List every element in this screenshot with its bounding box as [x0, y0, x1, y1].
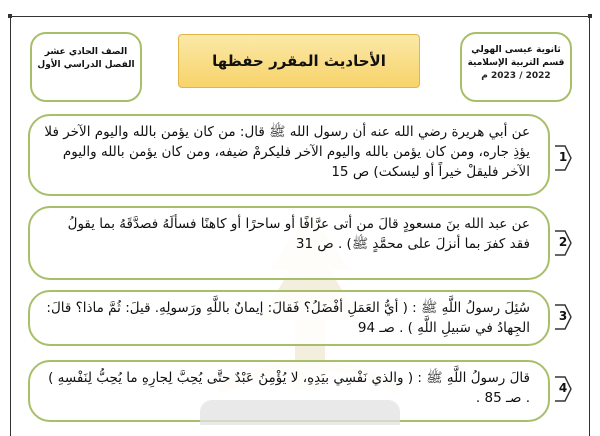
hadith-text: قالَ رسولُ اللَّهِ ﷺ : ( والذي نَفْسِي بيَدِهِ، لا يُؤْمِنُ عَبْدٌ حتَّى يُحِبَّ لِجارِهِ ما يُحِبُّ لِنَفْسِهِ ) . صـ 85 .: [48, 370, 530, 406]
school-name: ثانوية عيسى الهولي: [471, 45, 561, 55]
hadith-number: 4: [558, 381, 568, 395]
hadith-text: سُئِلَ رسولُ اللَّهِ ﷺ : ( أيُّ العَمَلِ أفْضَلُ؟ فَقالَ: إيمانٌ باللَّهِ ورَسولِهِ. قيلَ: ثُمَّ ماذا؟ قالَ: الجِهادُ في سَبيلِ اللَّهِ ) . صـ 94: [46, 300, 530, 336]
hadith-number: 1: [558, 150, 568, 164]
hadith-card: [28, 290, 550, 346]
viewer-toolbar-shadow: [200, 400, 400, 425]
corner-mark: [588, 14, 592, 18]
hadith-card: [28, 206, 550, 280]
hadith-number-badge: [553, 144, 573, 172]
page-title-box: [178, 34, 420, 88]
page-title: الأحاديث المقرر حفظها: [212, 52, 386, 70]
hadith-number: 3: [558, 309, 568, 323]
hadith-number-badge: [553, 375, 573, 403]
corner-mark: [8, 14, 12, 18]
hadith-number-badge: [553, 303, 573, 331]
hadith-number-badge: [553, 229, 573, 257]
hadith-text: عن عبد الله بنَ مسعودٍ قالَ من أتى عرَّافًا أو ساحرًا أو كاهنًا فسألَهُ فصدَّقَهُ بما يقولُ فقد كفرَ بما أنزلَ على محمَّدٍ ﷺ) . ص 31: [67, 216, 530, 252]
school-info-box: [460, 32, 572, 102]
hadith-number: 2: [558, 235, 568, 249]
hadith-text: عن أبي هريرة رضي الله عنه أن رسول الله ﷺ قال: من كان يؤمن بالله واليوم الآخر فلا يؤذِ جاره، ومن كان يؤمن بالله واليوم الآخر فليكرمْ ضيفه، ومن كان يؤمن بالله واليوم الآخر فليقلْ خيراً أو ليسكت) ص 15: [44, 124, 530, 180]
hadith-card: [28, 114, 550, 196]
grade-label: الصف الحادي عشر: [44, 47, 128, 57]
academic-year: 2022 / 2023 م: [481, 71, 551, 81]
department-name: قسم التربية الإسلامية: [467, 58, 565, 68]
class-info-box: [30, 32, 142, 102]
semester-label: الفصل الدراسي الأول: [37, 60, 135, 70]
